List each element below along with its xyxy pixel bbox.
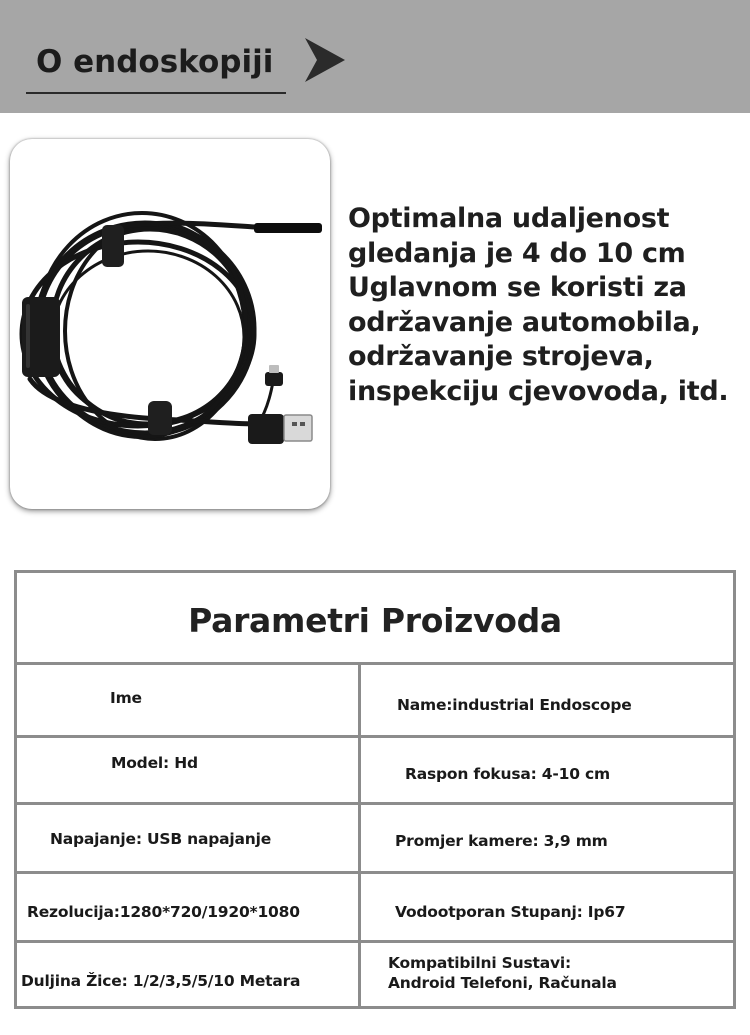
row-divider — [17, 871, 733, 874]
table-title: Parametri Proizvoda — [188, 601, 562, 640]
chevron-right-icon — [303, 37, 347, 83]
product-image-card — [10, 139, 330, 509]
description-line: Uglavnom se koristi za — [348, 272, 687, 303]
table-cell-resolution: Rezolucija:1280*720/1920*1080 — [27, 903, 300, 921]
description-line: inspekciju cjevovoda, itd. — [348, 375, 729, 407]
table-cell-name-value: Name:industrial Endoscope — [397, 696, 632, 714]
endoscope-cable-image — [10, 139, 330, 509]
description-line: održavanje automobila, — [348, 306, 701, 338]
table-cell-name-label: Ime — [110, 689, 142, 707]
section-header — [0, 0, 750, 113]
table-cell-power: Napajanje: USB napajanje — [50, 830, 272, 848]
parameters-table — [14, 570, 736, 1009]
row-divider — [17, 802, 733, 805]
table-cell-waterproof: Vodootporan Stupanj: Ip67 — [395, 903, 626, 921]
row-divider — [17, 940, 733, 943]
description-line: Optimalna udaljenost — [348, 203, 670, 234]
table-cell-model: Model: Hd — [111, 754, 198, 772]
table-header-row — [17, 573, 733, 665]
table-cell-camera-diameter: Promjer kamere: 3,9 mm — [395, 832, 608, 850]
column-divider — [358, 665, 361, 1006]
compatible-systems-line: Android Telefoni, Računala — [388, 974, 617, 992]
section-title: O endoskopiji — [26, 32, 286, 94]
table-cell-compatible-systems — [388, 953, 617, 993]
row-divider — [17, 735, 733, 738]
compatible-systems-line: Kompatibilni Sustavi: — [388, 954, 571, 972]
description-line: održavanje strojeva, — [348, 341, 654, 372]
table-cell-focus-range: Raspon fokusa: 4-10 cm — [405, 765, 610, 783]
product-description — [348, 202, 743, 409]
description-line: gledanja je 4 do 10 cm — [348, 237, 686, 269]
table-cell-cable-length: Duljina Žice: 1/2/3,5/5/10 Metara — [21, 972, 301, 990]
